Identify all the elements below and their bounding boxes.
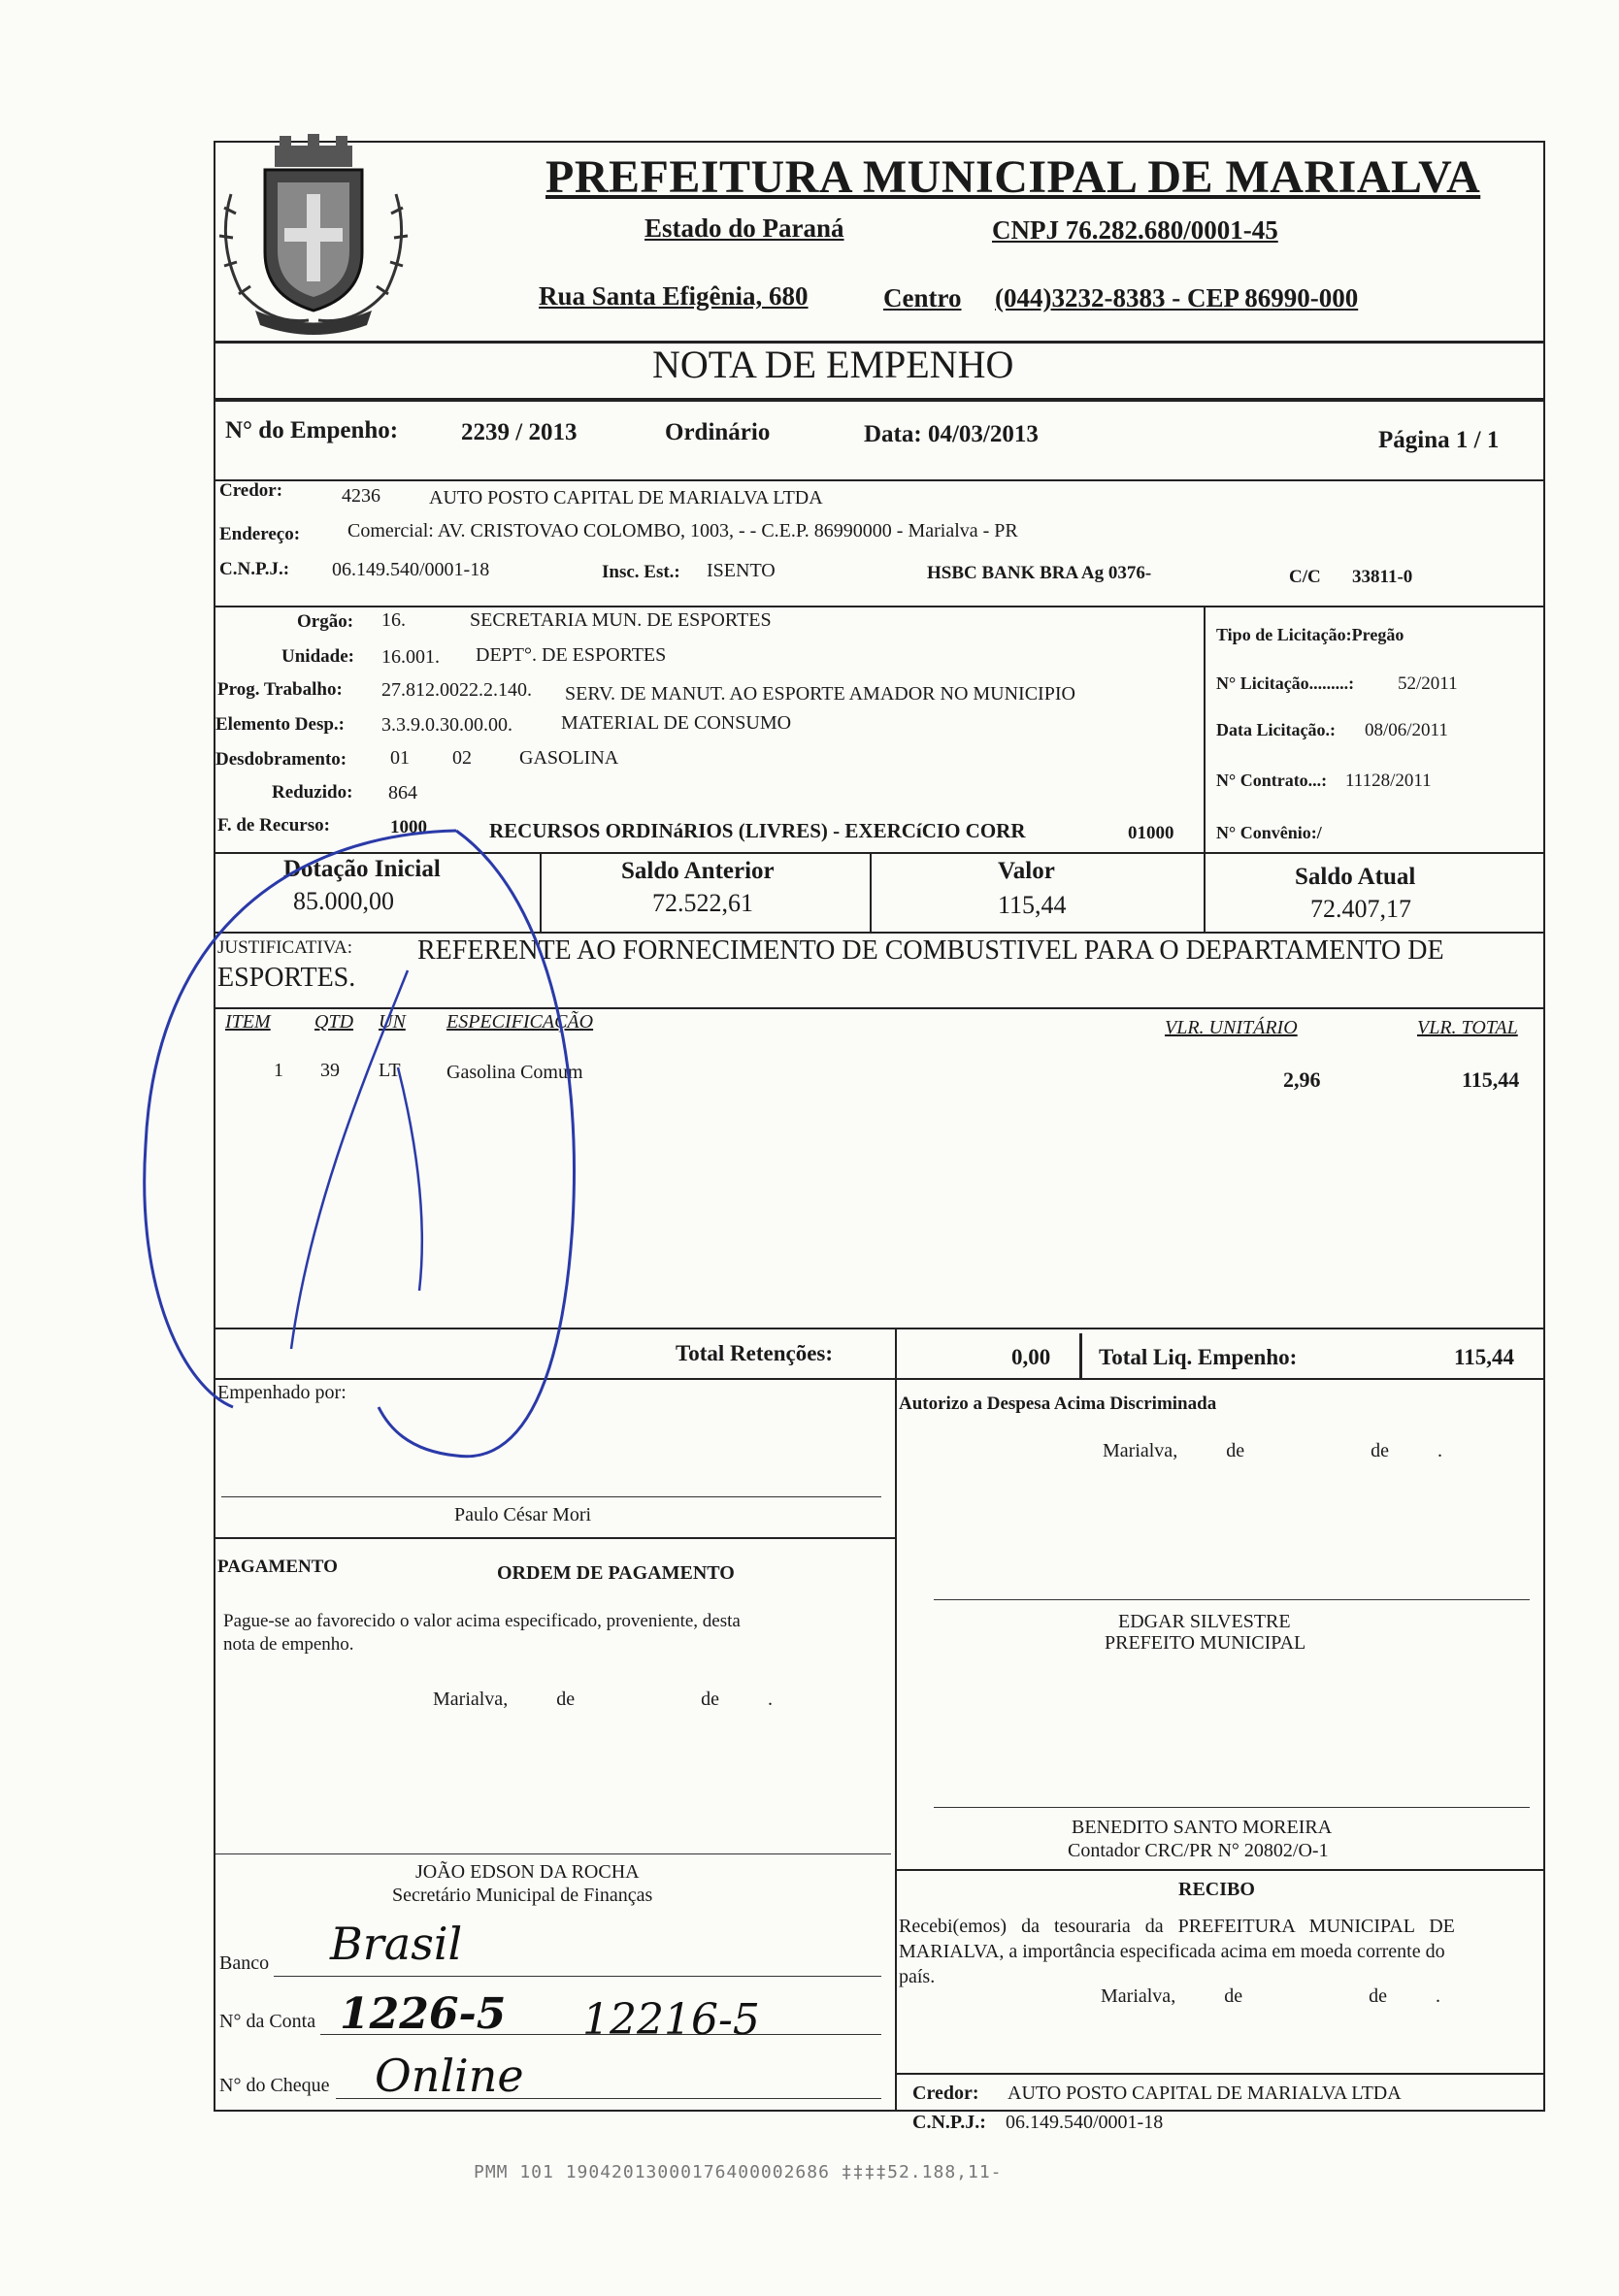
row-qtd: 39	[320, 1060, 340, 1081]
recibo-credor-name: AUTO POSTO CAPITAL DE MARIALVA LTDA	[1008, 2083, 1402, 2104]
secretario-name: JOÃO EDSON DA ROCHA	[415, 1861, 640, 1883]
saldo-anterior-label: Saldo Anterior	[621, 858, 775, 884]
licitacao-number-label: N° Licitação.........:	[1216, 673, 1355, 693]
col-especificacao: ESPECIFICAÇÃO	[446, 1011, 594, 1033]
justificativa-label: JUSTIFICATIVA:	[217, 937, 353, 958]
tipo-licitacao: Tipo de Licitação:Pregão	[1216, 625, 1404, 644]
credor-box	[214, 479, 1545, 607]
retencoes-value: 0,00	[1011, 1345, 1051, 1369]
orgao-code: 16.	[381, 609, 406, 631]
empenho-label: N° do Empenho:	[225, 417, 399, 443]
ordem-pagamento-label: ORDEM DE PAGAMENTO	[497, 1562, 735, 1584]
liquido-label: Total Liq. Empenho:	[1099, 1345, 1298, 1369]
fonte-code: 1000	[390, 817, 427, 837]
document-title: NOTA DE EMPENHO	[652, 343, 1014, 386]
cheque-handwritten: Online	[375, 2050, 524, 2102]
prog-label: Prog. Trabalho:	[217, 679, 343, 700]
state-name: Estado do Paraná	[644, 213, 844, 243]
credor-label: Credor:	[219, 480, 283, 501]
conta-label: N° da Conta	[219, 2011, 316, 2032]
totals-box	[214, 1328, 1545, 1380]
col-un: UN	[379, 1011, 406, 1033]
insc-value: ISENTO	[707, 560, 776, 581]
elemento-code: 3.3.9.0.30.00.00.	[381, 714, 512, 736]
desdobramento-label: Desdobramento:	[215, 749, 347, 770]
justificativa-text-1: REFERENTE AO FORNECIMENTO DE COMBUSTIVEL PARA O DEPARTAMENTO DE	[417, 935, 1444, 966]
autorizo-text: Autorizo a Despesa Acima Discriminada	[899, 1394, 1217, 1414]
address-label: Endereço:	[219, 524, 301, 544]
contador-title: Contador CRC/PR N° 20802/O-1	[1068, 1840, 1329, 1861]
orgao-label: Orgão:	[297, 611, 354, 632]
street-address: Rua Santa Efigênia, 680	[539, 281, 809, 311]
desdobramento-b: 02	[452, 747, 472, 769]
elemento-label: Elemento Desp.:	[215, 714, 345, 735]
items-box	[214, 1007, 1545, 1329]
recibo-text-3: país.	[899, 1966, 936, 1987]
prog-code: 27.812.0022.2.140.	[381, 679, 532, 701]
licitacao-date: 08/06/2011	[1365, 720, 1448, 740]
banco-handwritten: Brasil	[330, 1918, 463, 1970]
recibo-text-1: Recebi(emos) da tesouraria da PREFEITURA MUNICIPAL DE	[899, 1916, 1455, 1937]
col-vlr-total: VLR. TOTAL	[1417, 1017, 1518, 1038]
elemento-name: MATERIAL DE CONSUMO	[561, 712, 792, 734]
row-total: 115,44	[1462, 1067, 1520, 1092]
retencoes-label: Total Retenções:	[676, 1341, 834, 1365]
empenhado-label: Empenhado por:	[217, 1382, 347, 1403]
pague-text-2: nota de empenho.	[223, 1634, 354, 1655]
fonte-label: F. de Recurso:	[217, 815, 330, 836]
secretario-title: Secretário Municipal de Finanças	[392, 1885, 653, 1906]
place-date-1: Marialva, de de .	[1103, 1440, 1442, 1461]
saldo-atual-value: 72.407,17	[1310, 895, 1411, 923]
fonte-number: 01000	[1128, 823, 1174, 843]
unidade-label: Unidade:	[281, 646, 354, 667]
prefeito-name: EDGAR SILVESTRE	[1118, 1611, 1291, 1632]
recibo-cnpj: 06.149.540/0001-18	[1006, 2112, 1164, 2133]
recibo-cnpj-label: C.N.P.J.:	[912, 2112, 986, 2133]
convenio: N° Convênio:/	[1216, 823, 1322, 842]
conta-handwritten-a: 1226-5	[340, 1989, 507, 2039]
phone-cep: (044)3232-8383 - CEP 86990-000	[995, 283, 1359, 312]
empenho-date: Data: 04/03/2013	[864, 421, 1039, 447]
municipality-title: PREFEITURA MUNICIPAL DE MARIALVA	[545, 151, 1481, 203]
licitacao-number: 52/2011	[1398, 673, 1458, 694]
licitacao-date-label: Data Licitação.:	[1216, 720, 1336, 739]
row-spec: Gasolina Comum	[446, 1062, 583, 1083]
banco-label: Banco	[219, 1952, 270, 1974]
row-item: 1	[274, 1060, 283, 1081]
valor-value: 115,44	[998, 891, 1067, 919]
credor-code: 4236	[342, 485, 380, 507]
desdobramento-name: GASOLINA	[519, 747, 619, 769]
desdobramento-a: 01	[390, 747, 410, 769]
recibo-text-2: MARIALVA, a importância especificada acima em moeda corrente do	[899, 1941, 1445, 1962]
justificativa-text-2: ESPORTES.	[217, 963, 356, 993]
place-date-2: Marialva, de de .	[433, 1689, 773, 1710]
cheque-label: N° do Cheque	[219, 2075, 330, 2096]
dotacao-value: 85.000,00	[293, 887, 394, 915]
prefeito-title: PREFEITO MUNICIPAL	[1105, 1632, 1306, 1654]
reduzido-value: 864	[388, 782, 417, 804]
col-qtd: QTD	[314, 1011, 354, 1033]
empenho-type: Ordinário	[665, 419, 771, 445]
conta-handwritten-b: 12216-5	[582, 1995, 760, 2045]
saldo-atual-label: Saldo Atual	[1295, 864, 1416, 890]
empenho-number: 2239 / 2013	[461, 419, 578, 445]
col-vlr-unitario: VLR. UNITÁRIO	[1165, 1017, 1298, 1038]
recibo-credor-label: Credor:	[912, 2083, 979, 2104]
cc-label: C/C	[1289, 567, 1321, 587]
recibo-label: RECIBO	[1178, 1879, 1255, 1900]
insc-label: Insc. Est.:	[602, 562, 680, 582]
cnpj-label: C.N.P.J.:	[219, 559, 290, 579]
page-number: Página 1 / 1	[1378, 427, 1500, 453]
dotacao-label: Dotação Inicial	[283, 856, 441, 882]
reduzido-label: Reduzido:	[272, 782, 353, 803]
place-date-3: Marialva, de de .	[1101, 1985, 1440, 2007]
pague-text-1: Pague-se ao favorecido o valor acima especificado, proveniente, desta	[223, 1611, 741, 1631]
saldo-anterior-value: 72.522,61	[652, 889, 753, 917]
prog-name: SERV. DE MANUT. AO ESPORTE AMADOR NO MUNICIPIO	[565, 683, 1075, 705]
empenhado-name: Paulo César Mori	[454, 1504, 592, 1525]
valor-label: Valor	[998, 858, 1055, 884]
col-item: ITEM	[225, 1011, 271, 1033]
contador-name: BENEDITO SANTO MOREIRA	[1072, 1817, 1333, 1838]
cc-value: 33811-0	[1352, 567, 1413, 587]
contrato-number: 11128/2011	[1345, 771, 1432, 791]
unidade-code: 16.001.	[381, 646, 440, 668]
bottom-stamp: PMM 101 19042013000176400002686 ‡‡‡‡52.188,11-	[474, 2162, 1003, 2182]
orgao-name: SECRETARIA MUN. DE ESPORTES	[470, 609, 772, 631]
municipality-cnpj: CNPJ 76.282.680/0001-45	[992, 215, 1278, 245]
fonte-name: RECURSOS ORDINáRIOS (LIVRES) - EXERCíCIO CORR	[489, 819, 1026, 842]
unidade-name: DEPT°. DE ESPORTES	[476, 644, 667, 666]
liquido-value: 115,44	[1454, 1345, 1514, 1369]
row-unit-price: 2,96	[1283, 1067, 1321, 1092]
credor-name: AUTO POSTO CAPITAL DE MARIALVA LTDA	[429, 487, 823, 508]
pagamento-label: PAGAMENTO	[217, 1557, 338, 1577]
credor-address: Comercial: AV. CRISTOVAO COLOMBO, 1003, - - C.E.P. 86990000 - Marialva - PR	[347, 520, 1018, 541]
coat-of-arms-logo	[212, 126, 415, 340]
district: Centro	[883, 283, 962, 312]
row-un: LT	[379, 1060, 401, 1081]
contrato-label: N° Contrato...:	[1216, 771, 1328, 790]
bank-info: HSBC BANK BRA Ag 0376-	[927, 563, 1152, 583]
credor-cnpj: 06.149.540/0001-18	[332, 559, 490, 580]
